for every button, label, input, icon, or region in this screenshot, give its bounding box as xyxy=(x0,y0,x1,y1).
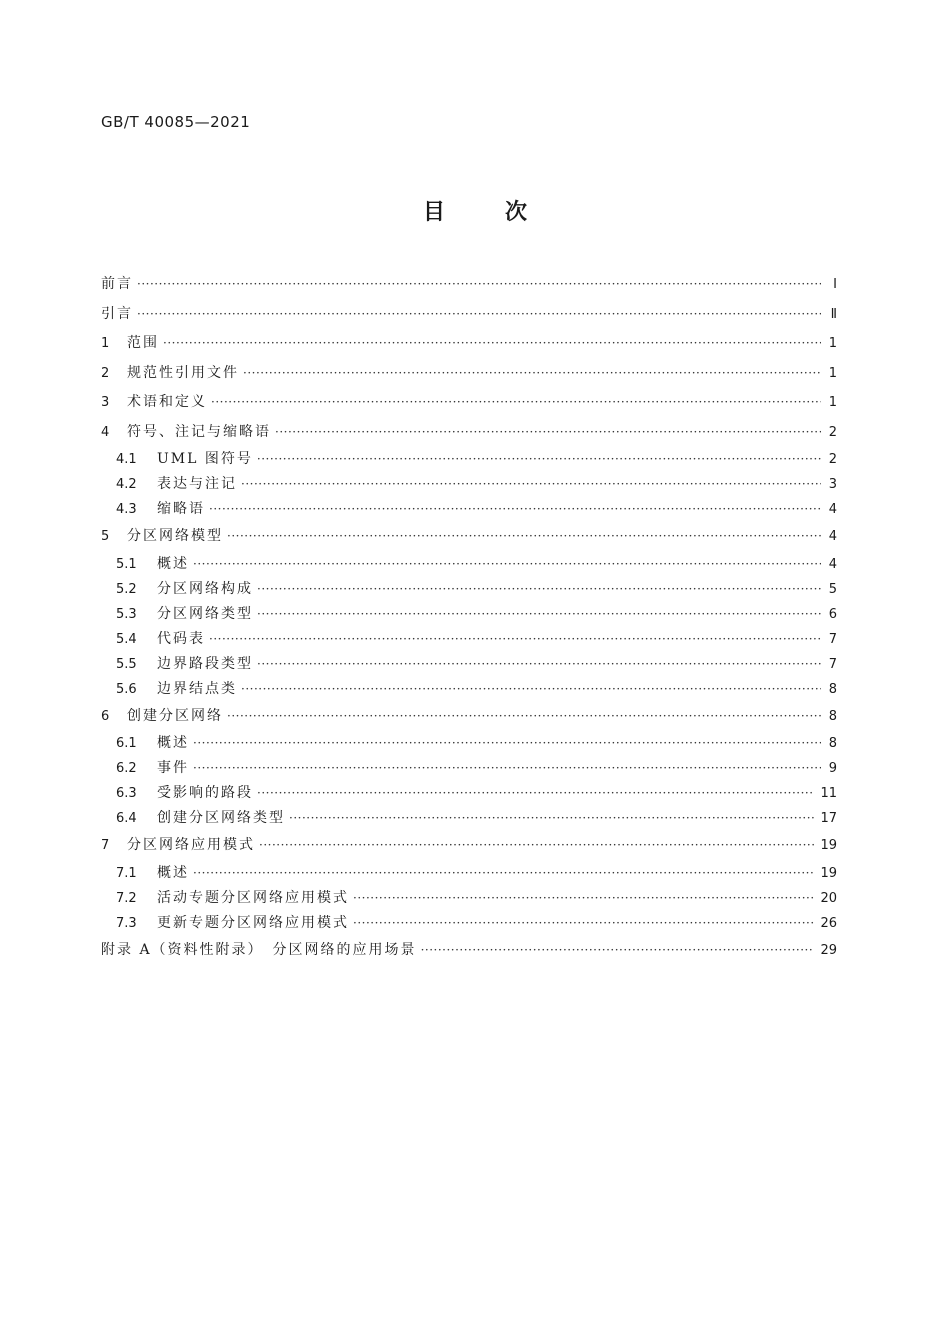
toc-entry-3[interactable] xyxy=(101,388,837,418)
toc-entry-5-4[interactable] xyxy=(101,627,837,652)
toc-label: 分区网络应用模式 xyxy=(127,837,255,853)
toc-leader xyxy=(227,522,821,552)
toc-leader xyxy=(209,497,821,522)
toc-label: 范围 xyxy=(127,335,159,351)
toc-leader xyxy=(193,756,821,781)
toc-label: 创建分区网络 xyxy=(127,707,223,724)
toc-entry-7-3[interactable] xyxy=(101,911,837,936)
toc-number: 4.3 xyxy=(116,502,137,517)
toc-page: 1 xyxy=(828,336,837,351)
toc-leader xyxy=(241,472,821,497)
toc-leader xyxy=(353,886,814,911)
toc-page: 3 xyxy=(828,477,837,492)
toc-leader xyxy=(193,861,814,886)
toc-label: 分区网络类型 xyxy=(157,605,253,622)
toc-label: 概述 xyxy=(157,735,189,751)
toc-leader xyxy=(421,936,815,966)
toc-label: 附录 A（资料性附录） 分区网络的应用场景 xyxy=(101,941,417,958)
toc-label: UML 图符号 xyxy=(157,451,253,467)
toc-label: 更新专题分区网络应用模式 xyxy=(157,914,349,931)
toc-page: 4 xyxy=(828,502,837,517)
toc-number: 1 xyxy=(101,336,110,351)
toc-page: 4 xyxy=(828,556,837,572)
toc-leader xyxy=(353,911,814,936)
toc-leader xyxy=(257,652,821,677)
toc-label: 分区网络构成 xyxy=(157,580,253,597)
toc-page: 19 xyxy=(820,838,837,853)
toc-label: 前言 xyxy=(101,276,133,292)
toc-entry-foreword[interactable] xyxy=(101,270,837,300)
toc-entry-5-3[interactable] xyxy=(101,602,837,627)
toc-page: 2 xyxy=(828,452,837,467)
toc-leader xyxy=(193,552,821,577)
toc-leader xyxy=(259,831,814,861)
toc-label: 创建分区网络类型 xyxy=(157,810,285,826)
toc-leader xyxy=(137,300,821,330)
toc-page: 1 xyxy=(828,365,837,381)
toc-entry-7-1[interactable] xyxy=(101,861,837,886)
toc-page: 11 xyxy=(820,786,837,801)
toc-label: 边界路段类型 xyxy=(157,655,253,672)
toc-leader xyxy=(289,806,814,831)
toc-leader xyxy=(211,388,821,418)
toc-page: 26 xyxy=(820,915,837,931)
toc-label: 引言 xyxy=(101,305,133,322)
page-title-right: 次 xyxy=(505,200,528,225)
toc-page: Ⅱ xyxy=(830,306,837,322)
toc-leader xyxy=(163,329,821,359)
toc-label: 表达与注记 xyxy=(157,476,237,492)
toc-entry-5[interactable] xyxy=(101,522,837,552)
toc-label: 概述 xyxy=(157,555,189,572)
toc-number: 6.4 xyxy=(116,811,137,826)
toc-page: 8 xyxy=(828,681,837,697)
table-of-contents xyxy=(101,270,837,965)
toc-entry-4-1[interactable] xyxy=(101,447,837,472)
toc-page: 2 xyxy=(828,424,837,440)
standard-code: GB/T 40085—2021 xyxy=(101,113,251,131)
toc-leader xyxy=(209,627,821,652)
toc-leader xyxy=(275,418,821,448)
toc-entry-5-5[interactable] xyxy=(101,652,837,677)
toc-page: 6 xyxy=(828,606,837,622)
toc-entry-5-1[interactable] xyxy=(101,552,837,577)
page-title xyxy=(0,195,950,226)
toc-leader xyxy=(137,270,821,300)
toc-label: 概述 xyxy=(157,864,189,881)
toc-entry-4[interactable] xyxy=(101,418,837,448)
toc-page: 7 xyxy=(828,631,837,647)
toc-label: 分区网络模型 xyxy=(127,528,223,544)
toc-page: 20 xyxy=(820,890,837,906)
toc-label: 活动专题分区网络应用模式 xyxy=(157,889,349,906)
toc-number: 4.1 xyxy=(116,452,137,467)
toc-label: 术语和定义 xyxy=(127,394,207,410)
toc-number: 5 xyxy=(101,529,110,544)
toc-entry-6-2[interactable] xyxy=(101,756,837,781)
toc-entry-2[interactable] xyxy=(101,359,837,389)
toc-number: 2 xyxy=(101,365,110,381)
toc-leader xyxy=(227,702,821,732)
toc-number: 5.1 xyxy=(116,556,137,572)
toc-leader xyxy=(257,577,821,602)
toc-number: 5.4 xyxy=(116,631,137,647)
toc-page: 9 xyxy=(828,761,837,776)
toc-number: 4 xyxy=(101,424,110,440)
toc-page: 1 xyxy=(828,395,837,410)
toc-entry-appendix-a[interactable] xyxy=(101,936,837,966)
toc-entry-5-6[interactable] xyxy=(101,677,837,702)
toc-entry-4-2[interactable] xyxy=(101,472,837,497)
toc-leader xyxy=(257,781,814,806)
toc-entry-6-4[interactable] xyxy=(101,806,837,831)
toc-number: 7.3 xyxy=(116,915,137,931)
toc-number: 6.2 xyxy=(116,761,137,776)
toc-leader xyxy=(193,731,821,756)
toc-page: 19 xyxy=(820,865,837,881)
toc-number: 7.1 xyxy=(116,865,137,881)
toc-leader xyxy=(257,602,821,627)
toc-number: 6.1 xyxy=(116,736,137,751)
toc-leader xyxy=(257,447,821,472)
toc-entry-7[interactable] xyxy=(101,831,837,861)
toc-page: 17 xyxy=(820,811,837,826)
toc-label: 符号、注记与缩略语 xyxy=(127,423,271,440)
toc-entry-7-2[interactable] xyxy=(101,886,837,911)
toc-label: 受影响的路段 xyxy=(157,785,253,801)
toc-page: 8 xyxy=(828,708,837,724)
toc-label: 事件 xyxy=(157,760,189,776)
toc-label: 规范性引用文件 xyxy=(127,364,239,381)
toc-number: 7.2 xyxy=(116,890,137,906)
toc-leader xyxy=(241,677,821,702)
toc-number: 6 xyxy=(101,708,110,724)
toc-page: Ⅰ xyxy=(833,277,837,292)
toc-entry-1[interactable] xyxy=(101,329,837,359)
toc-leader xyxy=(243,359,821,389)
toc-entry-5-2[interactable] xyxy=(101,577,837,602)
toc-number: 7 xyxy=(101,838,110,853)
toc-number: 5.3 xyxy=(116,606,137,622)
page-title-left: 目 xyxy=(422,200,445,225)
toc-number: 5.2 xyxy=(116,581,137,597)
toc-number: 6.3 xyxy=(116,786,137,801)
toc-entry-6-1[interactable] xyxy=(101,731,837,756)
toc-page: 4 xyxy=(828,529,837,544)
toc-entry-6[interactable] xyxy=(101,702,837,732)
toc-number: 5.6 xyxy=(116,681,137,697)
toc-label: 边界结点类 xyxy=(157,680,237,697)
toc-entry-6-3[interactable] xyxy=(101,781,837,806)
toc-number: 5.5 xyxy=(116,656,137,672)
toc-number: 3 xyxy=(101,395,110,410)
toc-page: 7 xyxy=(828,656,837,672)
toc-entry-introduction[interactable] xyxy=(101,300,837,330)
toc-number: 4.2 xyxy=(116,477,137,492)
toc-page: 29 xyxy=(820,942,837,958)
toc-page: 5 xyxy=(828,581,837,597)
toc-entry-4-3[interactable] xyxy=(101,497,837,522)
toc-label: 缩略语 xyxy=(157,501,205,517)
toc-label: 代码表 xyxy=(157,630,205,647)
toc-page: 8 xyxy=(828,736,837,751)
